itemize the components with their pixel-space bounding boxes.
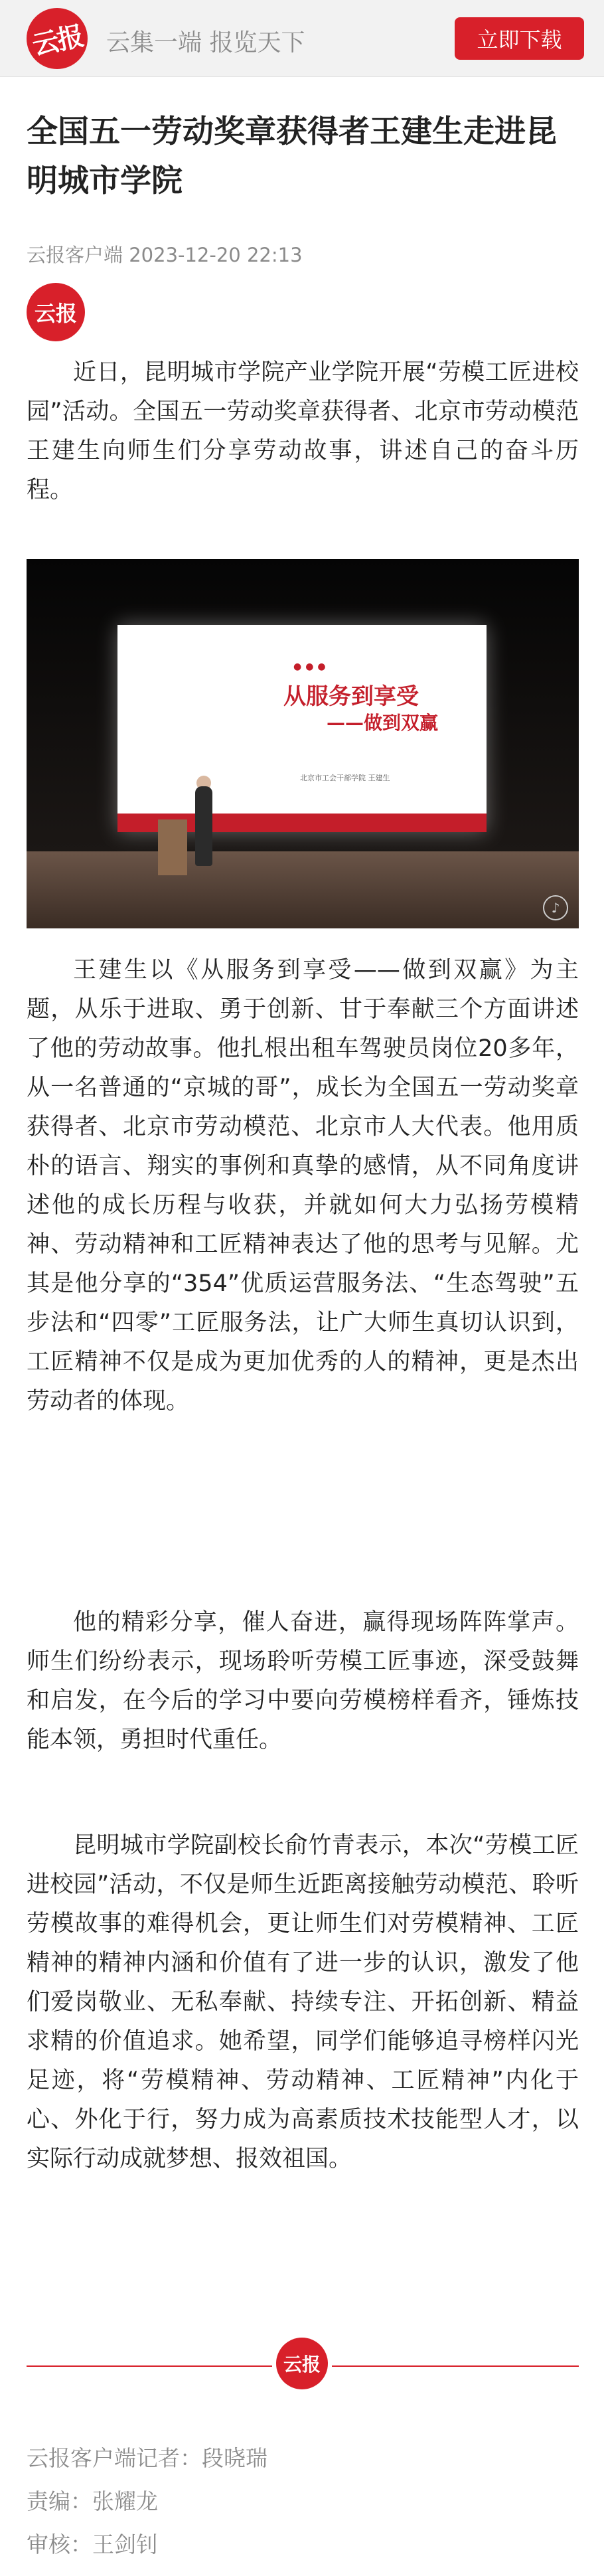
paragraph-4: 昆明城市学院副校长俞竹青表示，本次“劳模工匠进校园”活动，不仅是师生近距离接触劳动模范、聆听劳模故事的难得机会，更让师生们对劳模精神、工匠精神的精神内涵和价值有了进一步的认识，激发了他们爱岗敬业、无私奉献、持续专注、开拓创新、精益求精的价值追求。她希望，同学们能够追寻榜样闪光足迹，将“劳模精神、劳动精神、工匠精神”内化于心、外化于行，努力成为高素质技术技能型人才，以实际行动成就梦想、报效祖国。 [27, 1832, 579, 2172]
editor-credit: 责编：张耀龙 [27, 2488, 158, 2514]
reporter-credit: 云报客户端记者：段晓瑞 [27, 2445, 267, 2471]
slide-subtitle: ——做到双赢 [327, 712, 439, 734]
slide-footer: 北京市工会干部学院 王建生 [300, 774, 390, 782]
photo-stage-floor [27, 851, 579, 928]
author-avatar[interactable]: 云报 [27, 283, 85, 341]
podium [158, 819, 187, 875]
reviewer-credit: 审核：王剑钊 [27, 2532, 158, 2557]
app-download-banner [0, 0, 604, 77]
paragraph-1: 近日，昆明城市学院产业学院开展“劳模工匠进校园”活动。全国五一劳动奖章获得者、北京市劳动模范王建生向师生们分享劳动故事，讲述自己的奋斗历程。 [27, 359, 579, 503]
footer-divider-left [27, 2365, 272, 2367]
speaker-figure [195, 786, 212, 866]
paragraph-2: 王建生以《从服务到享受——做到双赢》为主题，从乐于进取、勇于创新、甘于奉献三个方面讲述了他的劳动故事。他扎根出租车驾驶员岗位20多年，从一名普通的“京城的哥”，成长为全国五一劳动奖章获得者、北京市劳动模范、北京市人大代表。他用质朴的语言、翔实的事例和真挚的感情，从不同角度讲述他的成长历程与收获，并就如何大力弘扬劳模精神、劳动精神和工匠精神表达了他的思考与见解。尤其是他分享的“354”优质运营服务法、“生态驾驶”五步法和“四零”工匠服务法，让广大师生真切认识到，工匠精神不仅是成为更加优秀的人的精神，更是杰出劳动者的体现。 [27, 957, 579, 1415]
yunbao-logo: 云报 [27, 8, 88, 69]
watermark-icon: ♪ [543, 895, 568, 920]
event-photo [27, 559, 579, 928]
article-title: 全国五一劳动奖章获得者王建生走进昆明城市学院 [27, 114, 557, 199]
article-meta: 云报客户端 2023-12-20 22:13 [27, 244, 303, 266]
paragraph-3: 他的精彩分享，催人奋进，赢得现场阵阵掌声。师生们纷纷表示，现场聆听劳模工匠事迹，深受鼓舞和启发，在今后的学习中要向劳模榜样看齐，锤炼技能本领，勇担时代重任。 [27, 1609, 579, 1753]
projector-screen [117, 625, 487, 832]
footer-logo: 云报 [276, 2338, 328, 2389]
slide-title: 从服务到享受 [283, 683, 419, 710]
app-slogan: 云集一端 报览天下 [106, 29, 305, 56]
slide-decoration: ●●● [293, 661, 330, 672]
footer-divider-right [332, 2365, 579, 2367]
download-button[interactable]: 立即下载 [455, 17, 584, 60]
